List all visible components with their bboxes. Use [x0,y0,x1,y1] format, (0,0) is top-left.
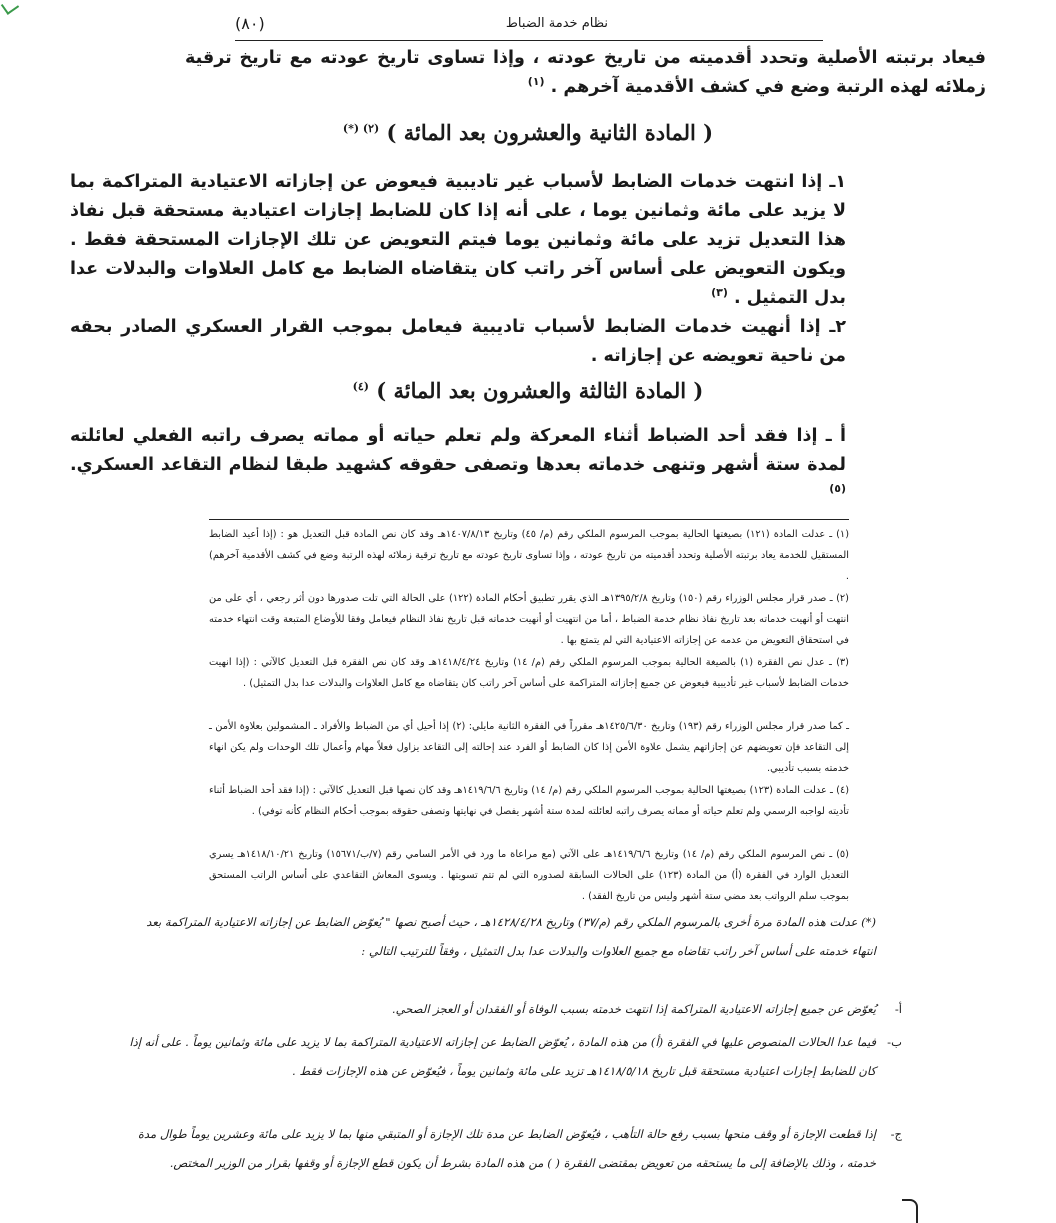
amendment-item-b-text: فيما عدا الحالات المنصوص عليها في الفقرة (أ) من هذه المادة ، يُعوّض الضابط عن إجازاته الاعتيادية المتراكمة بما لا يزيد على مائة وثمانين يوماً . على أنه إذا كان للضابط إجازات اعتيادية مستحقة قبل تاريخ ١٤١٨/٥/١٨هـ تزيد على مائة وثمانين يوماً ، فيُعوّض عن هذه الإجازات فقط . [129,1035,876,1078]
amendment-item-a-label: أ- [894,1002,902,1016]
article-123-heading-note: (٤) [352,380,369,393]
running-title: نظام خدمة الضباط [505,16,608,31]
article-123-heading: ( المادة الثالثة والعشرون بعد المائة ) [376,378,704,403]
binding-bracket-mark [902,1199,918,1223]
article-123-body [70,422,846,509]
footnote-1: (١) ـ عدلت المادة (١٢١) بصيغتها الحالية بموجب المرسوم الملكي رقم (م/ ٤٥) وتاريخ ١٤٠٧/٨/١٣هـ وقد كان نص المادة قبل التعديل هو : (إذا أعيد الضابط المستقيل للخدمة يعاد برتبته الأصلية وتحدد أقدميته من تاريخ عودته ، وإذا تساوى تاريخ عودته مع تاريخ ترقية زملائه لهذه الرتبة وضع في كشف الأقدمية آخرهم) . [209,529,850,582]
footnote-4: (٤) ـ عدلت المادة (١٢٣) بصيغتها الحالية بموجب المرسوم الملكي رقم (م/ ١٤) وتاريخ ١٤١٩/٦/٦هـ وقد كان نصها قبل التعديل كالآتي : (إذا فقد أحد الضباط أثناء تأديته لواجبه الرسمي ولم تعلم حياته أو مماته يصرف راتبه لعائلته لمدة ستة أشهر يفصل في نهايتها وتصفى حقوقه بموجب أحكام النظام كأنه توفي) . [209,785,850,817]
article-122-heading: ( المادة الثانية والعشرون بعد المائة ) [386,120,714,145]
footnote-ref-5: (٥) [829,482,846,496]
amendment-item-c [121,1120,902,1178]
article-122-heading-notes: (٢) (*) [342,122,380,135]
article-123-heading-row [0,378,1056,403]
footnote-3-addendum: ـ كما صدر قرار مجلس الوزراء رقم (١٩٣) وتاريخ ١٤٢٥/٦/٣٠هـ مقرراً في الفقرة الثانية مايلي: (٢) إذا أحيل أي من الضباط والأفراد ـ المشمولين بعلاوة الأمن ـ إلى التقاعد فإن تعويضهم عن إجازاتهم يشمل علاوة الأمن إذا كان الضابط أو الفرد عند إحالته إلى التقاعد يزاول فعلاً مهام وأعمال تلك الوحدات ولم يكن انهاء خدمته بسبب تأديبي. [209,721,849,774]
article-122-heading-row [0,120,1056,145]
intro-paragraph [185,44,986,102]
article-123-item-a: أ ـ إذا فقد أحد الضباط أثناء المعركة ولم تعلم حياته أو مماته يصرف راتبه الفعلي لعائلته لمدة ستة أشهر وتنهى خدماته بعدها وتصفى حقوقه كشهيد طبقا لنظام التقاعد العسكري. [70,426,846,475]
article-122-item-1 [70,168,846,313]
footnote-5: (٥) ـ نص المرسوم الملكي رقم (م/ ١٤) وتاريخ ١٤١٩/٦/٦هـ على الآتي (مع مراعاة ما ورد في الأمر السامي رقم (٧/ب/١٥٦٧١) وتاريخ ١٤١٨/١٠/٢١هـ يسري التعديل الوارد في الفقرة (أ) من المادة (١٢٣) على الحالات السابقة لصدوره التي لم تتم تسويتها . ويسوى المعاش التقاعدي على أساس الراتب المستحق بموجب سلم الرواتب بعد مضي ستة أشهر وليس من تاريخ الفقد) . [209,849,849,902]
footnote-2: (٢) ـ صدر قرار مجلس الوزراء رقم (١٥٠) وتاريخ ١٣٩٥/٢/٨هـ الذي يقرر تطبيق أحكام المادة (١٢٢) على الحالة التي تلت صدورها دون أثر رجعي ، أي على من انتهت أو أنهيت خدماته بعد تاريخ نفاذ نظام خدمة الضباط ، أما من انتهيت أو أنهيت خدماته قبل تاريخ نفاذ النظام فيعامل وفقا للأوضاع المتبعة وقت انتهاء خدمته في استحقاق التعويض من عدمه عن إجازاته الاعتيادية التي لم يتمتع بها . [209,593,849,646]
footnote-ref-3: (٣) [711,286,728,300]
amendment-item-c-label: ج- [890,1127,902,1141]
amendment-intro: (*) عدلت هذه المادة مرة أخرى بالمرسوم الملكي رقم (م/٣٧) وتاريخ ١٤٢٨/٤/٢٨هـ ، حيث أصبح نصها " يُعوّض الضابط عن إجازاته الاعتيادية المتراكمة بعد انتهاء خدمته على أساس آخر راتب تقاضاه مع جميع العلاوات والبدلات عدا بدل التمثيل ، وفقاً للترتيب التالي : [146,915,876,958]
article-122-item-2: ٢ـ إذا أنهيت خدمات الضابط لأسباب تاديبية فيعامل بموجب القرار العسكري الصادر بحقه من ناحية تعويضه عن إجازاته . [70,317,846,366]
article-122-item-1-text: ١ـ إذا انتهت خدمات الضابط لأسباب غير تاديبية فيعوض عن إجازاته الاعتيادية المتراكمة بما لا يزيد على مائة وثمانين يوما ، على أنه إذا كان للضابط إجازات اعتيادية مستحقة قبل نفاذ هذا التعديل تزيد على مائة وثمانين يوما فيتم التعويض عن تلك الإجازات المستحقة فقط . ويكون التعويض على أساس آخر راتب كان يتقاضاه الضابط مع كامل العلاوات والبدلات عدا بدل التمثيل . [70,172,846,308]
amendment-item-a-text: يُعوّض عن جميع إجازاته الاعتيادية المتراكمة إذا انتهت خدمته بسبب الوفاة أو الفقدان أو العجز الصحي. [391,1002,876,1016]
amendment-item-b-label: ب- [887,1035,902,1049]
intro-text: فيعاد برتبته الأصلية وتحدد أقدميته من تاريخ عودته ، وإذا تساوى تاريخ عودته مع تاريخ ترقية زملائه لهذه الرتبة وضع في كشف الأقدمية آخرهم . [185,48,986,97]
page-number: (٨٠) [235,14,265,33]
article-122-body [70,168,846,371]
amendment-item-b [121,1028,902,1086]
footnote-3: (٣) ـ عدل نص الفقرة (١) بالصيغة الحالية بموجب المرسوم الملكي رقم (م/ ١٤) وتاريخ ١٤١٨/٤/٢٤هـ وقد كان نص الفقرة قبل التعديل كالآتي : (إذا انهيت خدمات الضابط لأسباب غير تأديبية فيعوض عن جميع إجازاته المتراكمة على أساس آخر راتب كان يتقاضاه مع كامل العلاوات والبدلات عدا بدل التمثيل) . [209,657,849,689]
corner-check-mark [1,0,19,15]
amendment-item-a [121,995,902,1024]
footnote-ref-1: (١) [527,75,545,89]
footnote-separator [209,519,849,520]
page-header [235,10,823,41]
amendment-item-c-text: إذا قطعت الإجازة أو وقف منحها بسبب رفع حالة التأهب ، فيُعوّض الضابط عن مدة تلك الإجازة أو المتبقي منها بما لا يزيد على مائة وعشرين يوماً طوال مدة خدمته ، وذلك بالإضافة إلى ما يستحقه من تعويض بمقتضى الفقرة ( ) من هذه المادة بشرط أن يكون قطع الإجازة أو وقفها بقرار من الوزير المختص. [137,1127,876,1170]
